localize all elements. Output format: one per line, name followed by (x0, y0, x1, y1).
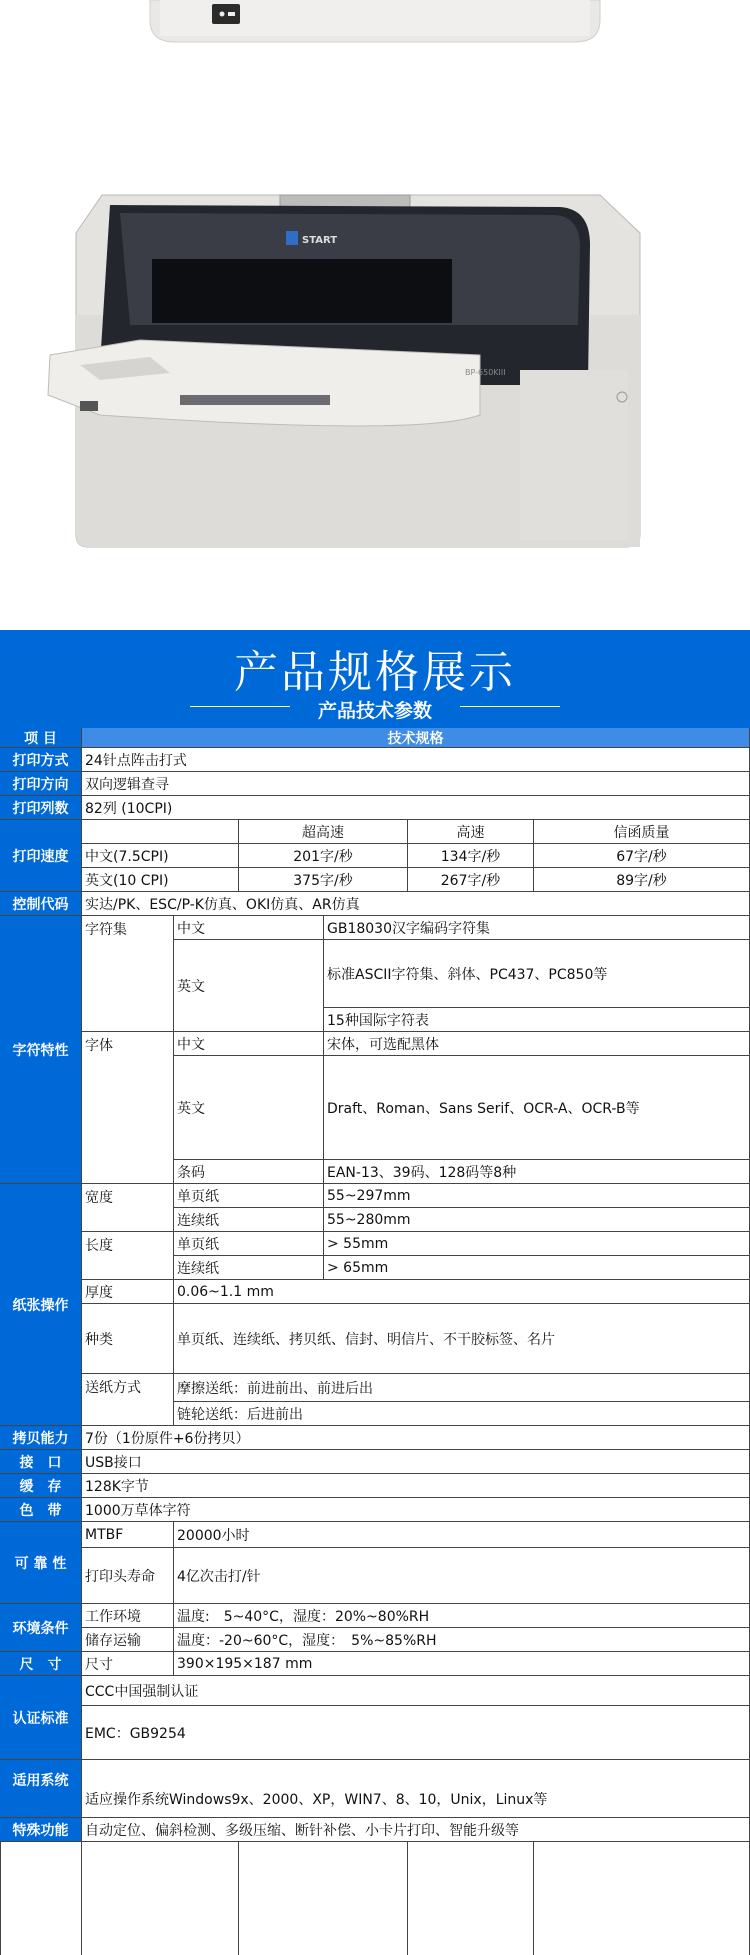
printer-logo: START (302, 235, 338, 246)
font-cn: 中文 (174, 1032, 324, 1056)
printer-model: BP-650KIII (465, 368, 506, 377)
label-reliability: 可 靠 性 (0, 1522, 82, 1604)
label-control-code: 控制代码 (0, 892, 82, 916)
header-spec: 技术规格 (82, 728, 750, 748)
paper-width-label: 宽度 (82, 1184, 174, 1232)
paper-width-single: 单页纸 (174, 1184, 324, 1208)
label-copy: 拷贝能力 (0, 1426, 82, 1450)
paper-length-single: 单页纸 (174, 1232, 324, 1256)
value-print-direction: 双向逻辑查寻 (82, 772, 750, 796)
dimensions-key: 尺寸 (82, 1652, 174, 1676)
label-char-features: 字符特性 (0, 916, 82, 1184)
head-life-value: 4亿次击打/针 (174, 1548, 750, 1604)
label-ribbon: 色 带 (0, 1498, 82, 1522)
empty-cell (0, 1842, 82, 1955)
paper-feed-value-1: 摩擦送纸：前进前出、前进后出 (174, 1374, 750, 1402)
empty-cell (534, 1842, 750, 1955)
label-paper-handling: 纸张操作 (0, 1184, 82, 1426)
dimensions-value: 390×195×187 mm (174, 1652, 750, 1676)
env-work-value: 温度: 5~40°C，湿度：20%~80%RH (174, 1604, 750, 1628)
env-store-label: 储存运输 (82, 1628, 174, 1652)
spec-table (0, 728, 750, 1955)
charset-en-value-1: 标准ASCII字符集、斜体、PC437、PC850等 (324, 940, 750, 1008)
label-print-speed: 打印速度 (0, 820, 82, 892)
mtbf-label: MTBF (82, 1522, 174, 1548)
paper-width-continuous: 连续纸 (174, 1208, 324, 1232)
speed-blank (82, 820, 239, 844)
speed-en-label: 英文(10 CPI) (82, 868, 239, 892)
empty-cell (82, 1842, 239, 1955)
font-barcode-value: EAN-13、39码、128码等8种 (324, 1160, 750, 1184)
paper-length-label: 长度 (82, 1232, 174, 1280)
banner-title: 产品规格展示 (234, 647, 516, 698)
label-print-direction: 打印方向 (0, 772, 82, 796)
printer-image (40, 175, 680, 560)
label-interface: 接 口 (0, 1450, 82, 1474)
head-life-label: 打印头寿命 (82, 1548, 174, 1604)
charset-en: 英文 (174, 940, 324, 1032)
label-dimensions: 尺 寸 (0, 1652, 82, 1676)
speed-en-letter: 89字/秒 (534, 868, 750, 892)
value-buffer: 128K字节 (82, 1474, 750, 1498)
paper-length-continuous: 连续纸 (174, 1256, 324, 1280)
env-work-label: 工作环境 (82, 1604, 174, 1628)
header-item: 项 目 (0, 728, 82, 748)
speed-cn-ultra: 201字/秒 (239, 844, 408, 868)
label-special: 特殊功能 (0, 1818, 82, 1842)
paper-length-single-value: > 55mm (324, 1232, 750, 1256)
spec-banner (0, 630, 750, 728)
speed-cn-high: 134字/秒 (408, 844, 534, 868)
charset-cn: 中文 (174, 916, 324, 940)
cert-value-1: CCC中国强制认证 (82, 1676, 750, 1706)
charset-en-value-2: 15种国际字符表 (324, 1008, 750, 1032)
speed-col-ultra: 超高速 (239, 820, 408, 844)
mtbf-value: 20000小时 (174, 1522, 750, 1548)
label-environment: 环境条件 (0, 1604, 82, 1652)
paper-type-value: 单页纸、连续纸、拷贝纸、信封、明信片、不干胶标签、名片 (174, 1304, 750, 1374)
font-en-value: Draft、Roman、Sans Serif、OCR-A、OCR-B等 (324, 1056, 750, 1160)
paper-feed-value-2: 链轮送纸：后进前出 (174, 1402, 750, 1426)
charset-label: 字符集 (82, 916, 174, 1032)
font-label: 字体 (82, 1032, 174, 1184)
label-print-columns: 打印列数 (0, 796, 82, 820)
speed-cn-letter: 67字/秒 (534, 844, 750, 868)
speed-cn-label: 中文(7.5CPI) (82, 844, 239, 868)
value-print-columns: 82列 (10CPI) (82, 796, 750, 820)
paper-feed-label: 送纸方式 (82, 1374, 174, 1426)
label-buffer: 缓 存 (0, 1474, 82, 1498)
paper-width-single-value: 55~297mm (324, 1184, 750, 1208)
paper-length-continuous-value: > 65mm (324, 1256, 750, 1280)
speed-col-letter: 信函质量 (534, 820, 750, 844)
font-barcode: 条码 (174, 1160, 324, 1184)
env-store-value: 温度：-20~60°C，湿度： 5%~85%RH (174, 1628, 750, 1652)
paper-type-label: 种类 (82, 1304, 174, 1374)
label-os: 适用系统 (0, 1760, 82, 1818)
paper-thickness-value: 0.06~1.1 mm (174, 1280, 750, 1304)
font-cn-value: 宋体，可选配黑体 (324, 1032, 750, 1056)
label-certification: 认证标准 (0, 1676, 82, 1760)
speed-en-ultra: 375字/秒 (239, 868, 408, 892)
label-print-mode: 打印方式 (0, 748, 82, 772)
cert-value-2: EMC：GB9254 (82, 1706, 750, 1760)
paper-width-continuous-value: 55~280mm (324, 1208, 750, 1232)
charset-cn-value: GB18030汉字编码字符集 (324, 916, 750, 940)
value-interface: USB接口 (82, 1450, 750, 1474)
speed-col-high: 高速 (408, 820, 534, 844)
printer-bottom-image (0, 0, 750, 60)
value-os: 适应操作系统Windows9x、2000、XP，WIN7、8、10，Unix，Linux等 (82, 1760, 750, 1818)
value-print-mode: 24针点阵击打式 (82, 748, 750, 772)
value-control-code: 实达/PK、ESC/P-K仿真、OKI仿真、AR仿真 (82, 892, 750, 916)
empty-cell (239, 1842, 408, 1955)
value-ribbon: 1000万草体字符 (82, 1498, 750, 1522)
value-copy: 7份（1份原件+6份拷贝） (82, 1426, 750, 1450)
paper-thickness-label: 厚度 (82, 1280, 174, 1304)
banner-rule-right (460, 706, 560, 707)
empty-cell (408, 1842, 534, 1955)
speed-en-high: 267字/秒 (408, 868, 534, 892)
font-en: 英文 (174, 1056, 324, 1160)
banner-subtitle: 产品技术参数 (317, 700, 432, 722)
value-special: 自动定位、偏斜检测、多级压缩、断针补偿、小卡片打印、智能升级等 (82, 1818, 750, 1842)
